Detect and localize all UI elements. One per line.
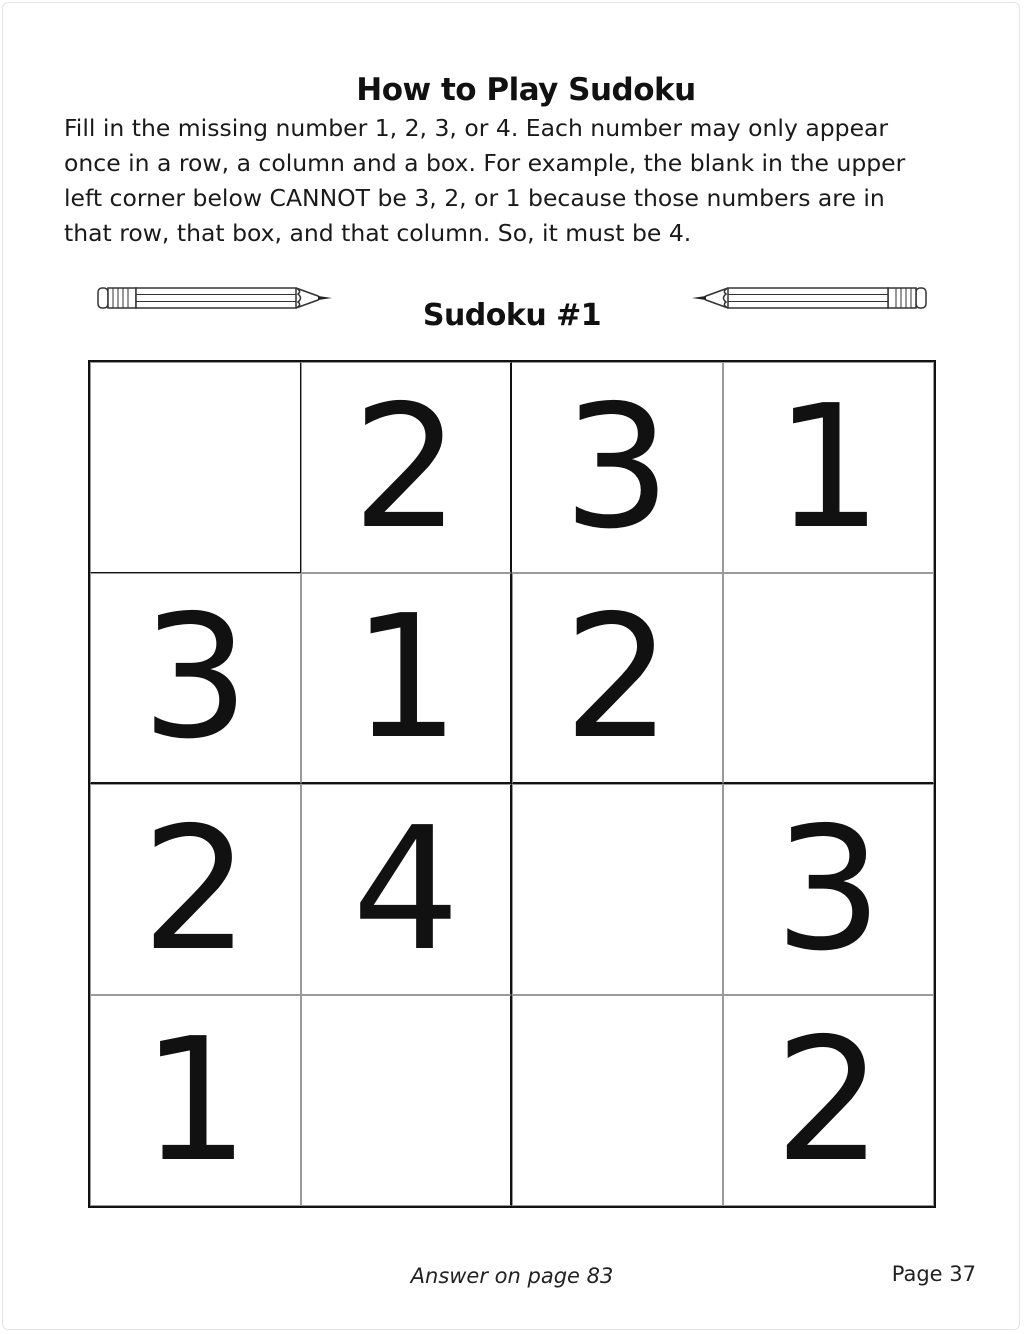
sudoku-cell[interactable]: 1 <box>301 573 512 784</box>
puzzle-title: Sudoku #1 <box>422 298 602 333</box>
answer-note: Answer on page 83 <box>410 1264 614 1288</box>
page-number: Page 37 <box>891 1262 976 1286</box>
instructions-line: once in a row, a column and a box. For example, the blank in the upper <box>64 149 906 177</box>
sudoku-cell[interactable]: 1 <box>723 362 934 573</box>
sudoku-cell[interactable] <box>301 995 512 1206</box>
sudoku-cell[interactable] <box>723 573 934 784</box>
sudoku-grid <box>88 360 936 1208</box>
sudoku-cell[interactable] <box>512 995 723 1206</box>
sudoku-cell[interactable]: 2 <box>90 784 301 995</box>
sudoku-cell[interactable]: 3 <box>512 362 723 573</box>
sudoku-cell[interactable]: 2 <box>301 362 512 573</box>
sudoku-cell[interactable]: 2 <box>512 573 723 784</box>
page-title: How to Play Sudoku <box>356 72 696 108</box>
instructions-line: that row, that box, and that column. So, it must be 4. <box>64 219 692 247</box>
instructions-line: left corner below CANNOT be 3, 2, or 1 because those numbers are in <box>64 184 885 212</box>
instructions-line: Fill in the missing number 1, 2, 3, or 4. Each number may only appear <box>64 114 889 142</box>
sudoku-cell[interactable]: 2 <box>723 995 934 1206</box>
sudoku-cell[interactable]: 1 <box>90 995 301 1206</box>
sudoku-cell[interactable] <box>90 362 301 573</box>
sudoku-cell[interactable]: 3 <box>723 784 934 995</box>
sudoku-cell[interactable]: 3 <box>90 573 301 784</box>
sudoku-cell[interactable]: 4 <box>301 784 512 995</box>
sudoku-cell[interactable] <box>512 784 723 995</box>
instructions-text <box>64 111 964 251</box>
